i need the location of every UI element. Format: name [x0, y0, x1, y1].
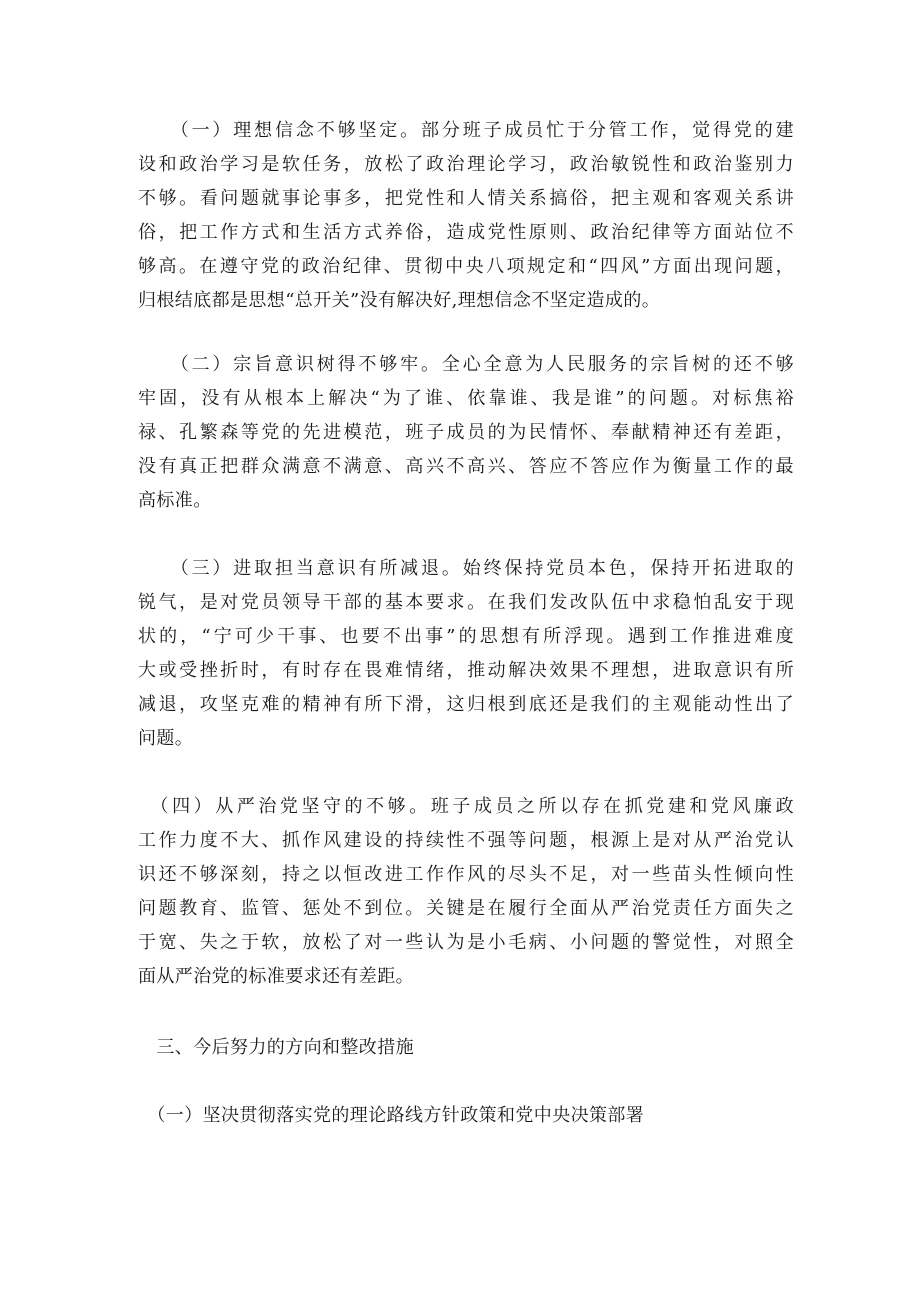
text-line: 面从严治党的标准要求还有差距。 — [138, 966, 414, 987]
text-line: 高标准。 — [138, 490, 212, 511]
sub-heading-text: （一）坚决贯彻落实党的理论路线方针政策和党中央决策部署 — [138, 1105, 645, 1126]
text-line: 于宽、失之于软，放松了对一些认为是小毛病、小问题的警觉性，对照全 — [138, 932, 794, 953]
text-line: 问题教育、监管、惩处不到位。关键是在履行全面从严治党责任方面失之 — [138, 898, 794, 919]
section-heading — [138, 1031, 794, 1065]
section-heading-text: 三、今后努力的方向和整改措施 — [138, 1037, 414, 1058]
text-line: 识还不够深刻，持之以恒改进工作作风的尽头不足，对一些苗头性倾向性 — [138, 864, 794, 885]
text-line: （一）理想信念不够坚定。部分班子成员忙于分管工作，觉得党的建 — [138, 120, 794, 141]
text-line: 问题。 — [138, 728, 194, 749]
text-line: （二）宗旨意识树得不够牢。全心全意为人民服务的宗旨树的还不够 — [138, 354, 794, 375]
text-line: 状的，“宁可少干事、也要不出事”的思想有所浮现。遇到工作推进难度 — [138, 626, 794, 647]
text-line: 大或受挫折时，有时存在畏难情绪，推动解决效果不理想，进取意识有所 — [138, 660, 794, 681]
text-line: （三）进取担当意识有所减退。始终保持党员本色，保持开拓进取的 — [138, 558, 794, 579]
text-line: 工作力度不大、抓作风建设的持续性不强等问题，根源上是对从严治党认 — [138, 830, 794, 851]
paragraph-strict-governance — [138, 790, 794, 994]
text-line: 俗，把工作方式和生活方式养俗，造成党性原则、政治纪律等方面站位不 — [138, 222, 794, 243]
text-line: 够高。在遵守党的政治纪律、贯彻中央八项规定和“四风”方面出现问题， — [138, 256, 794, 277]
paragraph-enterprising-spirit — [138, 552, 794, 756]
text-line: 不够。看问题就事论事多，把党性和人情关系搞俗，把主观和客观关系讲 — [138, 188, 794, 209]
text-line: 锐气，是对党员领导干部的基本要求。在我们发改队伍中求稳怕乱安于现 — [138, 592, 794, 613]
sub-heading — [138, 1099, 794, 1133]
text-line: 减退，攻坚克难的精神有所下滑，这归根到底还是我们的主观能动性出了 — [138, 694, 794, 715]
text-line: 没有真正把群众满意不满意、高兴不高兴、答应不答应作为衡量工作的最 — [138, 456, 794, 477]
text-line: 设和政治学习是软任务，放松了政治理论学习，政治敏锐性和政治鉴别力 — [138, 154, 794, 175]
text-line: （四）从严治党坚守的不够。班子成员之所以存在抓党建和党风廉政 — [138, 796, 794, 817]
paragraph-ideals-conviction — [138, 114, 794, 318]
text-line: 牢固，没有从根本上解决“为了谁、依靠谁、我是谁”的问题。对标焦裕 — [138, 388, 794, 409]
text-line: 禄、孔繁森等党的先进模范，班子成员的为民情怀、奉献精神还有差距， — [138, 422, 794, 443]
paragraph-purpose-awareness — [138, 348, 794, 518]
text-line: 归根结底都是思想“总开关”没有解决好,理想信念不坚定造成的。 — [138, 290, 661, 311]
